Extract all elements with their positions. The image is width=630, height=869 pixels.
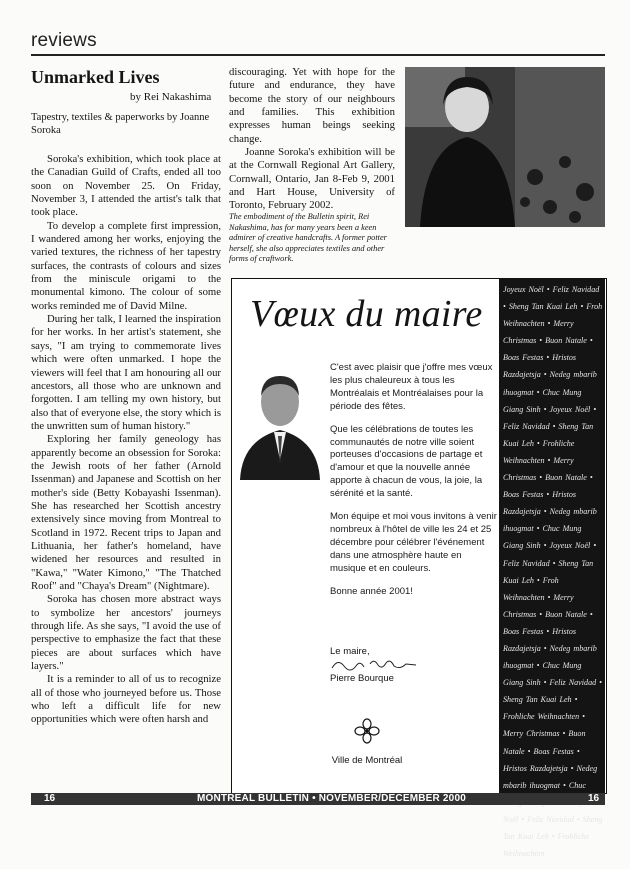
page-number-left: 16 — [44, 793, 56, 804]
ad-paragraph: C'est avec plaisir que j'offre mes vœux les plus chaleureux à tous les Montréalais et Montréalaises pour la période des fêtes. — [330, 362, 493, 412]
article-paragraph: It is a reminder to all of us to recognize all of those who journeyed before us. Those who left a difficult life for new opportunities which were often harsh and — [31, 673, 221, 726]
city-name: Ville de Montréal — [331, 755, 403, 766]
ad-paragraph: Que les célébrations de toutes les communautés de notre ville soient porteuses d'occasions de partage et d'amour et que la nouvelle année apporte à chacun de vous, la joie, la sérénité et la santé. — [330, 423, 483, 500]
author-photo-illustration — [405, 67, 605, 227]
mayor-photo — [238, 360, 322, 480]
article-subhead: Tapestry, textiles & paperworks by Joanne Soroka — [31, 112, 210, 136]
article-paragraph: Joanne Soroka's exhibition will be at the Cornwall Regional Art Gallery, Cornwall, Ontario, Jan 8-Feb 9, 2001 and Hart House, University of Toronto, February 2002. — [229, 146, 395, 212]
signer-name: Pierre Bourque — [330, 672, 394, 684]
ad-paragraph: Mon équipe et moi vous invitons à venir nombreux à l'hôtel de ville les 24 et 25 décembre pour célébrer l'événement dans une atmosphère haute en musique et en couleurs. — [330, 511, 497, 574]
article-paragraph: discouraging. Yet with hope for the future and endurance, they have become the story of our neighbours and families. This exhibition expresses human beings seeking change. — [229, 66, 395, 145]
article-column-left — [31, 153, 221, 727]
author-photo — [405, 67, 605, 227]
greetings-text: Joyeux Noël • Feliz Navidad • Sheng Tan Kuai Leh • Froh Weihnachten • Merry Christmas • Buon Natale • Boas Festas • Hristos Razdajetsja • Nedeg mbarib ihuogmat • Chuc Mung Giang Sinh • Joyeux Noël • Feliz Navidad • Sheng Tan Kuai Leh • Frohliche Weihnachten • Merry Christmas • Buon Natale • Boas Festas • Hristos Razdajetsja • Nedeg mbarib ihuogmat • Chuc Mung Giang Sinh • Joyeux Noël • Feliz Navidad • Sheng Tan Kuai Leh • Froh Weihnachten • Merry Christmas • Buon Natale • Boas Festas • Hristos Razdajetsja • Nedeg mbarib ihuogmat • Chuc Mung Giang Sinh • Feliz Navidad • Sheng Tan Kuai Leh • Frohliche Weihnachten • Merry Christmas • Buon Natale • Boas Festas • Hristos Razdajetsja • Nedeg mbarib ihuogmat • Chuc Noël • Feliz Navidad • Sheng Tan Kuai Leh • Frohliche Weihnachten — [503, 285, 603, 859]
ad-body — [330, 362, 500, 609]
article-column-middle — [229, 66, 395, 213]
ad-paragraph: Bonne année 2001! — [330, 585, 413, 597]
ad-title: Vœux du maire — [250, 293, 483, 335]
article-paragraph: During her talk, I learned the inspiration for her works. In her artist's statement, she says, "I am trying to commemorate lives which were often unmarked. I hope the viewers will feel that I am honouring all our ancestors, all those who are unknown and forgotten. I am telling my own history, but also that of everyone else, the story which is the unwritten sum of human history." — [31, 313, 221, 432]
city-flower-logo-icon — [354, 718, 380, 744]
article-paragraph: Soroka has chosen more abstract ways to symbolize her ancestors' journeys through life. As she says, "I avoid the use of perspective to emphasize the fact that these pieces are about surfaces which have layers." — [31, 593, 221, 673]
article-paragraph: To develop a complete first impression, I wandered among her works, enjoying the varied textures, the richness of her tapestry surfaces, the contrasts of colours and sizes from the miniscule origami to the monumental kimono. The colour of some works reminded me of David Milne. — [31, 219, 221, 312]
article-paragraph: Exploring her family geneology has apparently become an obsession for Soroka: the Jewish roots of her father (Arnold Issenman) and Japanese and Scottish on her mother's side (Betty Kobayashi Issenman). She has researched her Scottish ancestry extensively since moving from Montreal to Scotland in 1972. Recent trips to Japan and Lithuania, her father's homeland, have widened her resources and resulted in "Kawa," "Water Kimono," "The Thatched Roof" and "Chaya's Dream" (Nightmare). — [31, 433, 221, 592]
footer-title: MONTREAL BULLETIN • NOVEMBER/DECEMBER 2000 — [197, 793, 466, 804]
page-number-right: 16 — [588, 793, 600, 804]
signoff-label: Le maire, — [330, 646, 370, 657]
top-rule — [31, 54, 605, 56]
byline: by Rei Nakashima — [130, 91, 212, 103]
signature — [330, 658, 420, 672]
mayor-portrait — [238, 360, 322, 480]
section-label: reviews — [31, 30, 97, 51]
photo-caption: The embodiment of the Bulletin spirit, Rei Nakashima, has for many years been a keen admirer of creative handcrafts. A former potter herself, she also appreciates textiles and other forms of craftwork. — [229, 212, 387, 264]
article-title: Unmarked Lives — [31, 67, 160, 87]
article-paragraph: Soroka's exhibition, which took place at the Canadian Guild of Crafts, ended all too soon on November 25. On Friday, November 3, I attended the artist's talk that took place. — [31, 153, 221, 219]
